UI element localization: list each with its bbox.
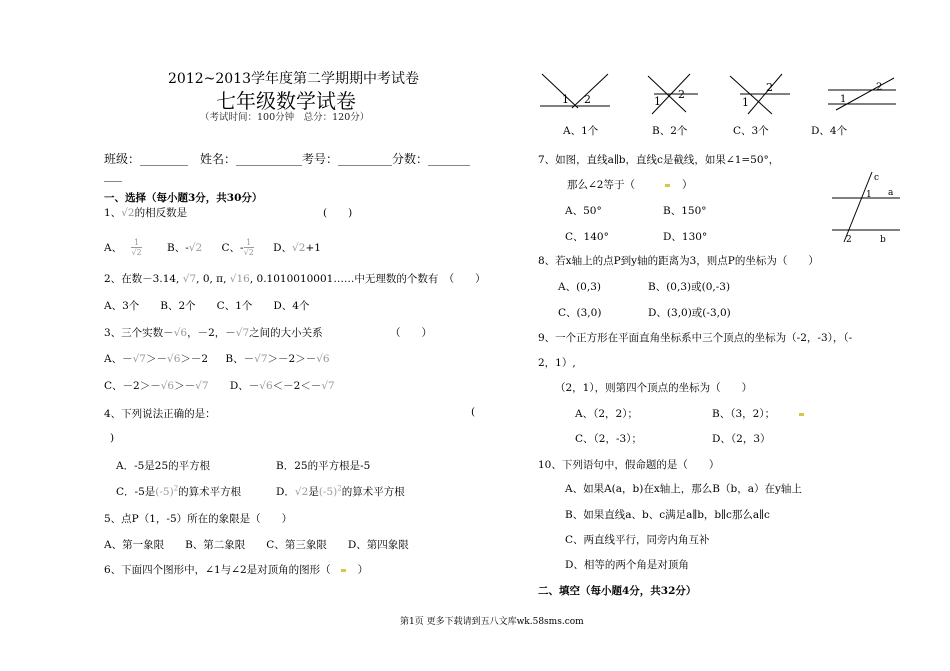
q9-option-d: D、（2，3） [712, 433, 771, 445]
question-4-option-c: C．-5是$(-5)^2$的算术平方根 [116, 484, 242, 498]
q7-option-a: A、50° [565, 205, 602, 217]
question-4: 4、下列说法正确的是： [104, 408, 216, 420]
q7-option-b: B、150° [663, 205, 707, 217]
question-2-options: A、3个 B、2个 C、1个 D、4个 [104, 300, 310, 312]
question-7: 7、如图，直线a∥b，直线c是截线，如果∠1=50°， [538, 154, 780, 166]
question-3-answer-paren: （ ） [390, 327, 432, 339]
question-6-figures [536, 70, 906, 120]
question-1-options: A、 $\frac{1}{√2}$ B、-√2 C、$-\frac{1}{√2}$ D、√2+1 [104, 238, 321, 257]
q10-option-d: D、相等的两个角是对顶角 [565, 559, 689, 571]
q6-option-a: A、1个 [563, 125, 599, 137]
question-4-paren-close: ) [110, 432, 115, 444]
q10-option-b: B、如果直线a、b、c满足a∥b，b∥c那么a∥c [565, 509, 770, 521]
student-info-line: 班级：________ 姓名：___________考号：_________分数：_______ [104, 152, 471, 166]
question-4-option-b: B．25的平方根是-5 [276, 460, 371, 472]
question-9: 9、一个正方形在平面直角坐标系中三个顶点的坐标为（-2，-3），（- [538, 332, 853, 344]
sqrt-icon: √2 [121, 207, 135, 219]
sqrt-icon: √7 [235, 327, 250, 339]
q7-option-c: C、140° [565, 231, 609, 243]
sqrt-icon: √7 [182, 273, 197, 285]
question-7-figure [826, 168, 906, 246]
question-2: 2、在数－3.14, √7, 0, π, √16, 0.1010010001……中无理数的个数有 （ ） [104, 273, 486, 285]
student-info-line-wrap: ___ [104, 168, 122, 182]
fig-a-label-2: 2 [584, 93, 591, 106]
q7-option-d: D、130° [663, 231, 708, 243]
section1-heading: 一、选择（每小题3分，共30分） [104, 192, 263, 204]
q6-option-b: B、2个 [652, 125, 688, 137]
question-10: 10、下列语句中，假命题的是（ ） [538, 459, 720, 471]
line-c-label: c [874, 173, 880, 183]
q8-option-c: C、(3,0) [558, 307, 602, 319]
figure-a [540, 74, 610, 108]
question-5: 5、点P（1，-5）所在的象限是（ ） [104, 513, 293, 525]
angle-2-label: 2 [846, 235, 852, 245]
page-footer: 第1页 更多下载请到五八文库wk.58sms.com [400, 617, 584, 627]
question-1: 1、√2的相反数是 [104, 207, 188, 219]
q8-option-b: B、(0,3)或(0,-3) [648, 281, 731, 293]
question-3-options-cd: C、－2＞－√6＞－√7 D、－√6＜－2＜－√7 [104, 380, 335, 392]
sqrt-icon: √2 [188, 242, 203, 254]
q6-option-d: D、4个 [811, 125, 848, 137]
line-b-label: b [880, 235, 886, 245]
sqrt-icon: √6 [173, 327, 188, 339]
fig-c-label-1: 1 [742, 96, 749, 109]
question-4-paren-open: ( [471, 406, 476, 418]
question-5-options: A、第一象限 B、第二象限 C、第三象限 D、第四象限 [104, 539, 409, 551]
question-3: 3、三个实数－√6，－2，－√7之间的大小关系 [104, 327, 323, 339]
question-3-options-ab: A、－√7＞－√6＞－2 B、－√7＞－2＞－√6 [104, 353, 330, 365]
fig-b-label-1: 1 [654, 95, 661, 108]
exam-title-line1: 2012~2013学年度第二学期期中考试卷 [168, 71, 419, 87]
question-8: 8、若x轴上的点P到y轴的距离为3，则点P的坐标为（ ） [538, 255, 819, 267]
question-9-line3: （2，1），则第四个顶点的坐标为（ ） [555, 382, 753, 394]
sqrt-icon: √16 [229, 273, 250, 285]
line-a-label: a [888, 188, 894, 198]
fig-b-label-2: 2 [678, 88, 685, 101]
q8-option-a: A、(0,3) [558, 281, 601, 293]
fig-c-label-2: 2 [766, 81, 773, 94]
exam-title: 七年级数学试卷 [216, 89, 356, 113]
question-6: 6、下面四个图形中，∠1与∠2是对顶角的图形（ ） [104, 564, 369, 576]
question-7-line2: 那么∠2等于（ ） [567, 179, 693, 191]
highlight-mark [799, 413, 804, 416]
q8-option-d: D、(3,0)或(-3,0) [648, 307, 731, 319]
q6-option-c: C、3个 [733, 125, 769, 137]
section2-heading: 二、填空（每小题4分，共32分） [538, 585, 697, 597]
highlight-mark [341, 569, 346, 572]
question-9-line2: 2，1）, [538, 357, 576, 369]
fraction-icon: $\frac{1}{√2}$ [131, 238, 142, 257]
q9-option-b: B、（3，2）； [712, 406, 804, 421]
figure-c [730, 74, 790, 114]
q10-option-a: A、如果A(a，b)在x轴上，那么B（b，a）在y轴上 [565, 483, 802, 495]
q9-option-a: A、（2，2）； [575, 408, 638, 420]
question-4-option-d: D．√2是$(-5)^2$的算术平方根 [276, 484, 405, 498]
question-4-option-a: A．-5是25的平方根 [116, 460, 211, 472]
figure-b [648, 74, 698, 114]
fig-d-label-1: 1 [840, 94, 847, 105]
fig-a-label-1: 1 [562, 93, 569, 106]
angle-1-label: 1 [866, 190, 872, 200]
q9-option-c: C、（2，-3）； [575, 433, 642, 445]
exam-subtitle: （考试时间：100分钟 总分：120分） [200, 112, 370, 123]
highlight-mark [665, 184, 670, 187]
question-1-answer-paren: ( ) [323, 207, 353, 219]
sqrt-icon: √2 [292, 242, 306, 254]
fraction-icon: $\frac{1}{√2}$ [243, 238, 254, 257]
figure-d [828, 78, 896, 110]
fig-d-label-2: 2 [876, 82, 883, 93]
q10-option-c: C、两直线平行，同旁内角互补 [565, 534, 710, 546]
